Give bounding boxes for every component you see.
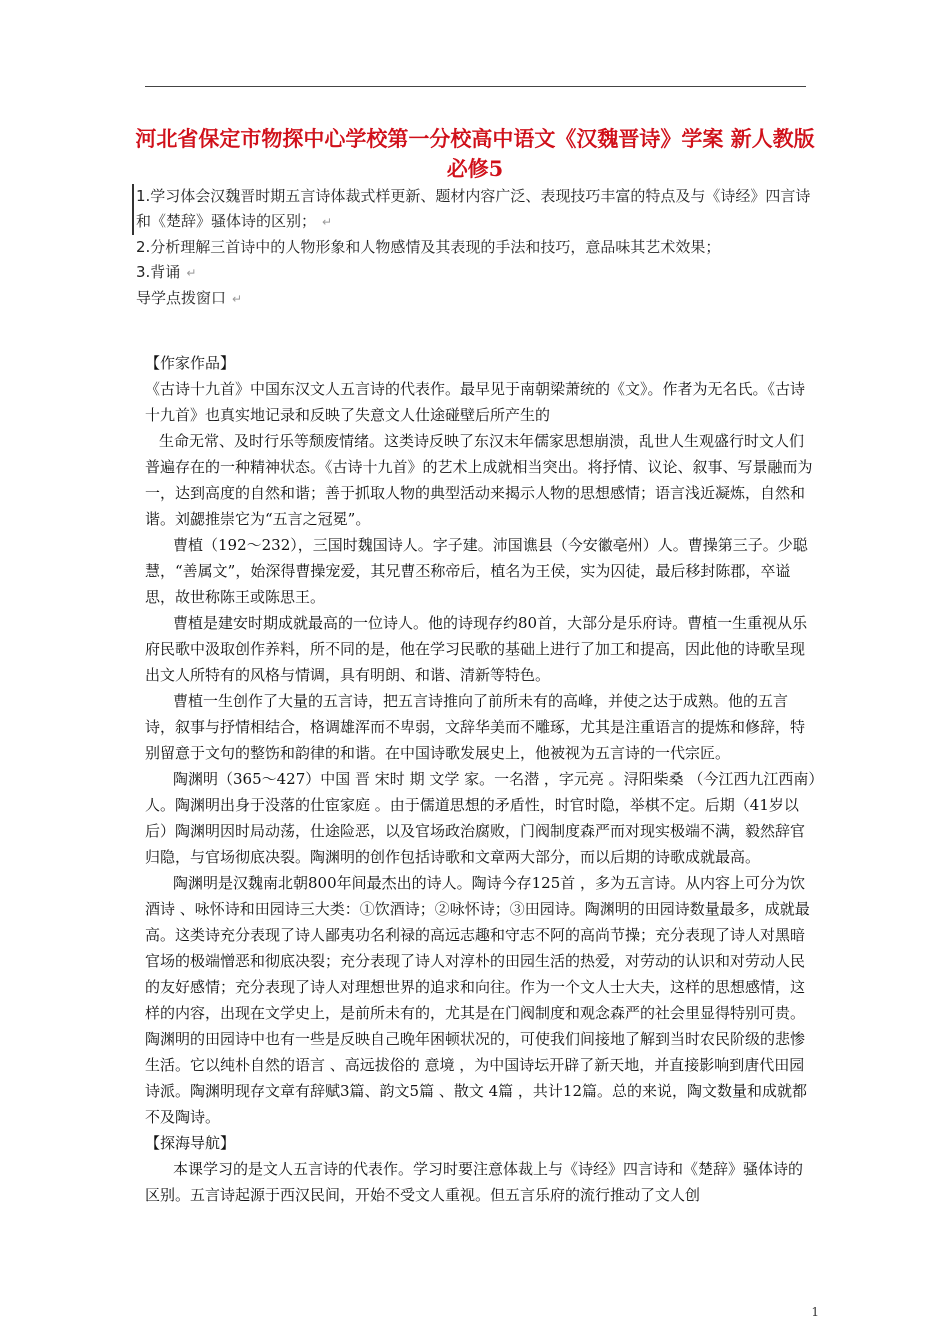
body-paragraph: 曹植（192～232），三国时魏国诗人。字子建。沛国谯县（今安徽亳州）人。曹操第三子。少聪慧，“善属文”，始深得曹操宠爱，其兄曹丕称帝后，植名为王侯，实为囚徒，最后移封陈郡，卒谥思，故世称陈王或陈思王。 (145, 536, 808, 606)
body-paragraph: 《古诗十九首》中国东汉文人五言诗的代表作。最早见于南朝梁萧统的《文》。作者为无名氏。《古诗十九首》也真实地记录和反映了失意文人仕途碰壁后所产生的 (145, 380, 806, 424)
body-paragraph: 陶渊明是汉魏南北朝800年间最杰出的诗人。陶诗今存125首 ，多为五言诗。从内容上可分为饮酒诗 、咏怀诗和田园诗三大类：①饮酒诗；②咏怀诗；③田园诗。陶渊明的田园诗数量最多，成就最高。这类诗充分表现了诗人鄙夷功名利禄的高远志趣和守志不阿的高尚节操；充分表现了诗人对黑暗官场的极端憎恶和彻底决裂；充分表现了诗人对淳朴的田园生活的热爱，对劳动的认识和对劳动人民的友好感情；充分表现了诗人对理想世界的追求和向往。作为一个文人士大夫，这样的思想感情，这样的内容，出现在文学史上，是前所未有的，尤其是在门阀制度和观念森严的社会里显得特别可贵。陶渊明的田园诗中也有一些是反映自己晚年困顿状况的，可使我们间接地了解到当时农民阶级的悲惨生活。它以纯朴自然的语言 、高远拔俗的 意境 ，为中国诗坛开辟了新天地，并直接影响到唐代田园诗派。陶渊明现存文章有辞赋3篇、韵文5篇 、散文 4篇 ，共计12篇。总的来说，陶文数量和成就都不及陶诗。 (145, 874, 810, 1126)
goal-item-2: 2.分析理解三首诗中的人物形象和人物感情及其表现的手法和技巧，意品味其艺术效果； (136, 238, 721, 256)
body-paragraph: 本课学习的是文人五言诗的代表作。学习时要注意体裁上与《诗经》四言诗和《楚辞》骚体诗的区别。五言诗起源于西汉民间，开始不受文人重视。但五言乐府的流行推动了文人创 (145, 1160, 804, 1204)
body-paragraph: 曹植是建安时期成就最高的一位诗人。他的诗现存约80首，大部分是乐府诗。曹植一生重视从乐府民歌中汲取创作养料，所不同的是，他在学习民歌的基础上进行了加工和提高，因此他的诗歌呈现出文人所特有的风格与情调，具有明朗、和谐、清新等特色。 (145, 614, 808, 684)
paragraph-mark-icon: ↵ (186, 266, 197, 280)
section-heading: 【探海导航】 (145, 1134, 236, 1152)
body-paragraph: 曹植一生创作了大量的五言诗，把五言诗推向了前所未有的高峰，并使之达于成熟。他的五言诗，叙事与抒情相结合，格调雄浑而不卑弱，文辞华美而不雕琢，尤其是注重语言的提炼和修辞，特别留意于文句的整饬和韵律的和谐。在中国诗歌发展史上，他被视为五言诗的一代宗匠。 (145, 692, 806, 762)
section-heading: 【作家作品】 (145, 354, 236, 372)
learning-goals (136, 184, 816, 312)
goal-item-3: 3.背诵 ↵ (136, 263, 197, 281)
document-body (145, 350, 817, 1208)
paragraph-mark-icon: ↵ (232, 292, 243, 306)
body-paragraph: 生命无常、及时行乐等颓废情绪。这类诗反映了东汉末年儒家思想崩溃，乱世人生观盛行时文人们普遍存在的一种精神状态。《古诗十九首》的艺术上成就相当突出。将抒情、议论、叙事、写景融而为一，达到高度的自然和谐；善于抓取人物的典型活动来揭示人物的思想感情；语言浅近凝炼，自然和谐。刘勰推崇它为“五言之冠冕”。 (145, 432, 813, 528)
body-paragraph: 陶渊明（365～427）中国 晋 宋时 期 文学 家。一名潜 ，字元亮 。浔阳柴桑 （今江西九江西南）人。陶渊明出身于没落的仕宦家庭 。由于儒道思想的矛盾性，时官时隐，举棋不定。后期（41岁以后）陶渊明因时局动荡，仕途险恶，以及官场政治腐败，门阀制度森严而对现实极端不满，毅然辞官归隐，与官场彻底决裂。陶渊明的创作包括诗歌和文章两大部分，而以后期的诗歌成就最高。 (145, 770, 816, 866)
guide-title: 导学点拨窗口 ↵ (136, 289, 243, 307)
header-rule (145, 86, 806, 87)
page-number: 1 (811, 1305, 819, 1319)
paragraph-mark-icon: ↵ (322, 215, 333, 229)
goal-item-1: 1.学习体会汉魏晋时期五言诗体裁式样更新、题材内容广泛、表现技巧丰富的特点及与《诗经》四言诗和《楚辞》骚体诗的区别； ↵ (132, 184, 816, 235)
document-title: 河北省保定市物探中心学校第一分校高中语文《汉魏晋诗》学案 新人教版必修5 (135, 126, 815, 181)
